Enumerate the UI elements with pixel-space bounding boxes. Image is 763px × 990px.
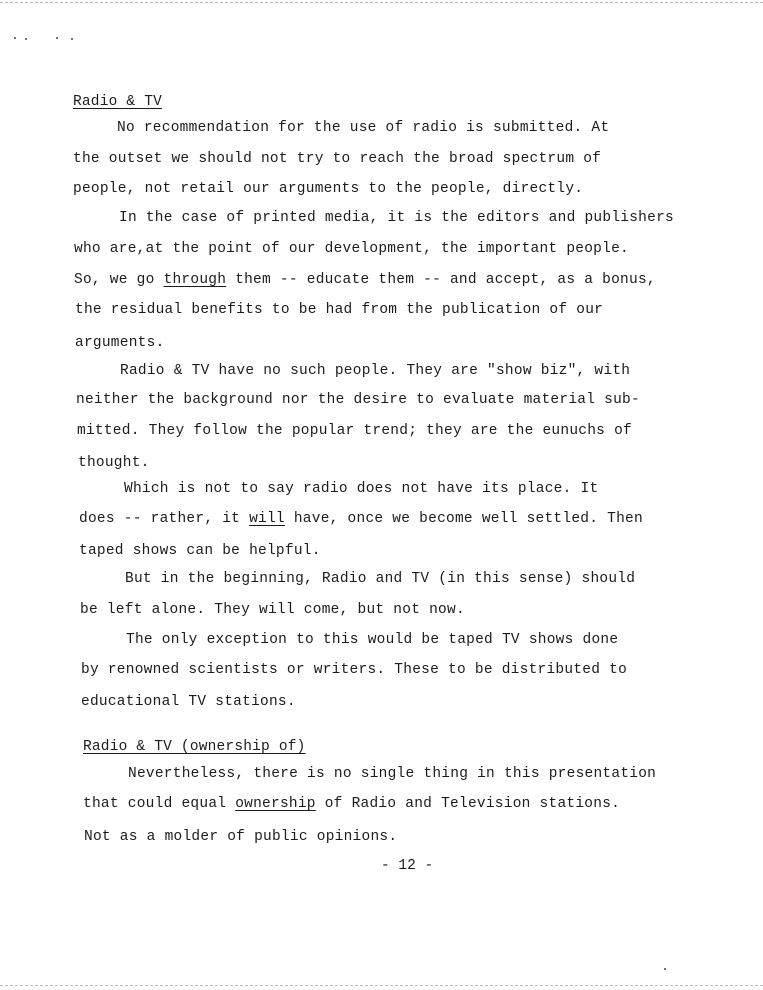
line-text: does -- rather, it xyxy=(79,511,250,527)
section-heading: Radio & TV xyxy=(73,94,163,110)
line-text: arguments. xyxy=(75,335,165,351)
line-text: No recommendation for the use of radio is submitted. At xyxy=(117,120,610,136)
underlined-word: ownership xyxy=(235,796,316,812)
text-line xyxy=(126,632,618,648)
line-text: be left alone. They will come, but not now. xyxy=(80,602,465,618)
text-line xyxy=(81,694,296,710)
line-text: So, we go xyxy=(74,272,164,288)
section-heading: Radio & TV (ownership of) xyxy=(83,739,306,755)
line-text: taped shows can be helpful. xyxy=(79,543,321,559)
line-text: the residual benefits to be had from the publication of our xyxy=(75,302,604,318)
text-line xyxy=(74,241,629,257)
line-text: have, once we become well settled. Then xyxy=(284,511,643,527)
text-line xyxy=(78,455,150,471)
text-line xyxy=(84,829,397,845)
line-text: the outset we should not try to reach the broad spectrum of xyxy=(73,151,602,167)
scan-speck xyxy=(664,968,666,970)
line-text: Radio & TV have no such people. They are "show biz", with xyxy=(120,363,631,379)
underlined-word: will xyxy=(249,511,285,527)
text-line xyxy=(73,181,583,197)
text-line xyxy=(79,543,321,559)
scan-speck xyxy=(14,37,16,39)
page-number: - 12 - xyxy=(381,858,434,874)
line-text: But in the beginning, Radio and TV (in this sense) should xyxy=(125,571,636,587)
text-line xyxy=(75,335,165,351)
text-line xyxy=(74,272,656,288)
line-text: people, not retail our arguments to the people, directly. xyxy=(73,181,584,197)
scan-speck xyxy=(25,38,27,40)
line-text: The only exception to this would be taped TV shows done xyxy=(126,632,619,648)
text-line xyxy=(79,511,643,527)
line-text: of Radio and Television stations. xyxy=(315,796,621,812)
scan-speck xyxy=(71,38,73,40)
text-line xyxy=(73,151,601,167)
text-line xyxy=(75,302,603,318)
text-line xyxy=(119,210,674,226)
top-page-edge xyxy=(0,2,763,3)
bottom-page-edge xyxy=(0,985,763,986)
line-text: them -- educate them -- and accept, as a bonus, xyxy=(226,272,656,288)
line-text: Which is not to say radio does not have its place. It xyxy=(124,481,599,497)
line-text: that could equal xyxy=(83,796,236,812)
line-text: Not as a molder of public opinions. xyxy=(84,829,398,845)
line-text: Nevertheless, there is no single thing in this presentation xyxy=(128,766,657,782)
line-text: neither the background nor the desire to evaluate material sub- xyxy=(76,392,640,408)
text-line xyxy=(128,766,656,782)
line-text: by renowned scientists or writers. These to be distributed to xyxy=(81,662,628,678)
text-line xyxy=(76,392,640,408)
line-text: educational TV stations. xyxy=(81,694,296,710)
line-text: In the case of printed media, it is the editors and publishers xyxy=(119,210,674,226)
line-text: who are,at the point of our development, the important people. xyxy=(74,241,629,257)
line-text: mitted. They follow the popular trend; they are the eunuchs of xyxy=(77,423,632,439)
text-line xyxy=(80,602,465,618)
text-line xyxy=(124,481,598,497)
text-line xyxy=(83,796,620,812)
text-line xyxy=(77,423,632,439)
text-line xyxy=(81,662,627,678)
text-line xyxy=(125,571,635,587)
line-text: thought. xyxy=(78,455,150,471)
text-line xyxy=(120,363,630,379)
text-line xyxy=(117,120,609,136)
scan-speck xyxy=(56,37,58,39)
underlined-word: through xyxy=(163,272,227,288)
